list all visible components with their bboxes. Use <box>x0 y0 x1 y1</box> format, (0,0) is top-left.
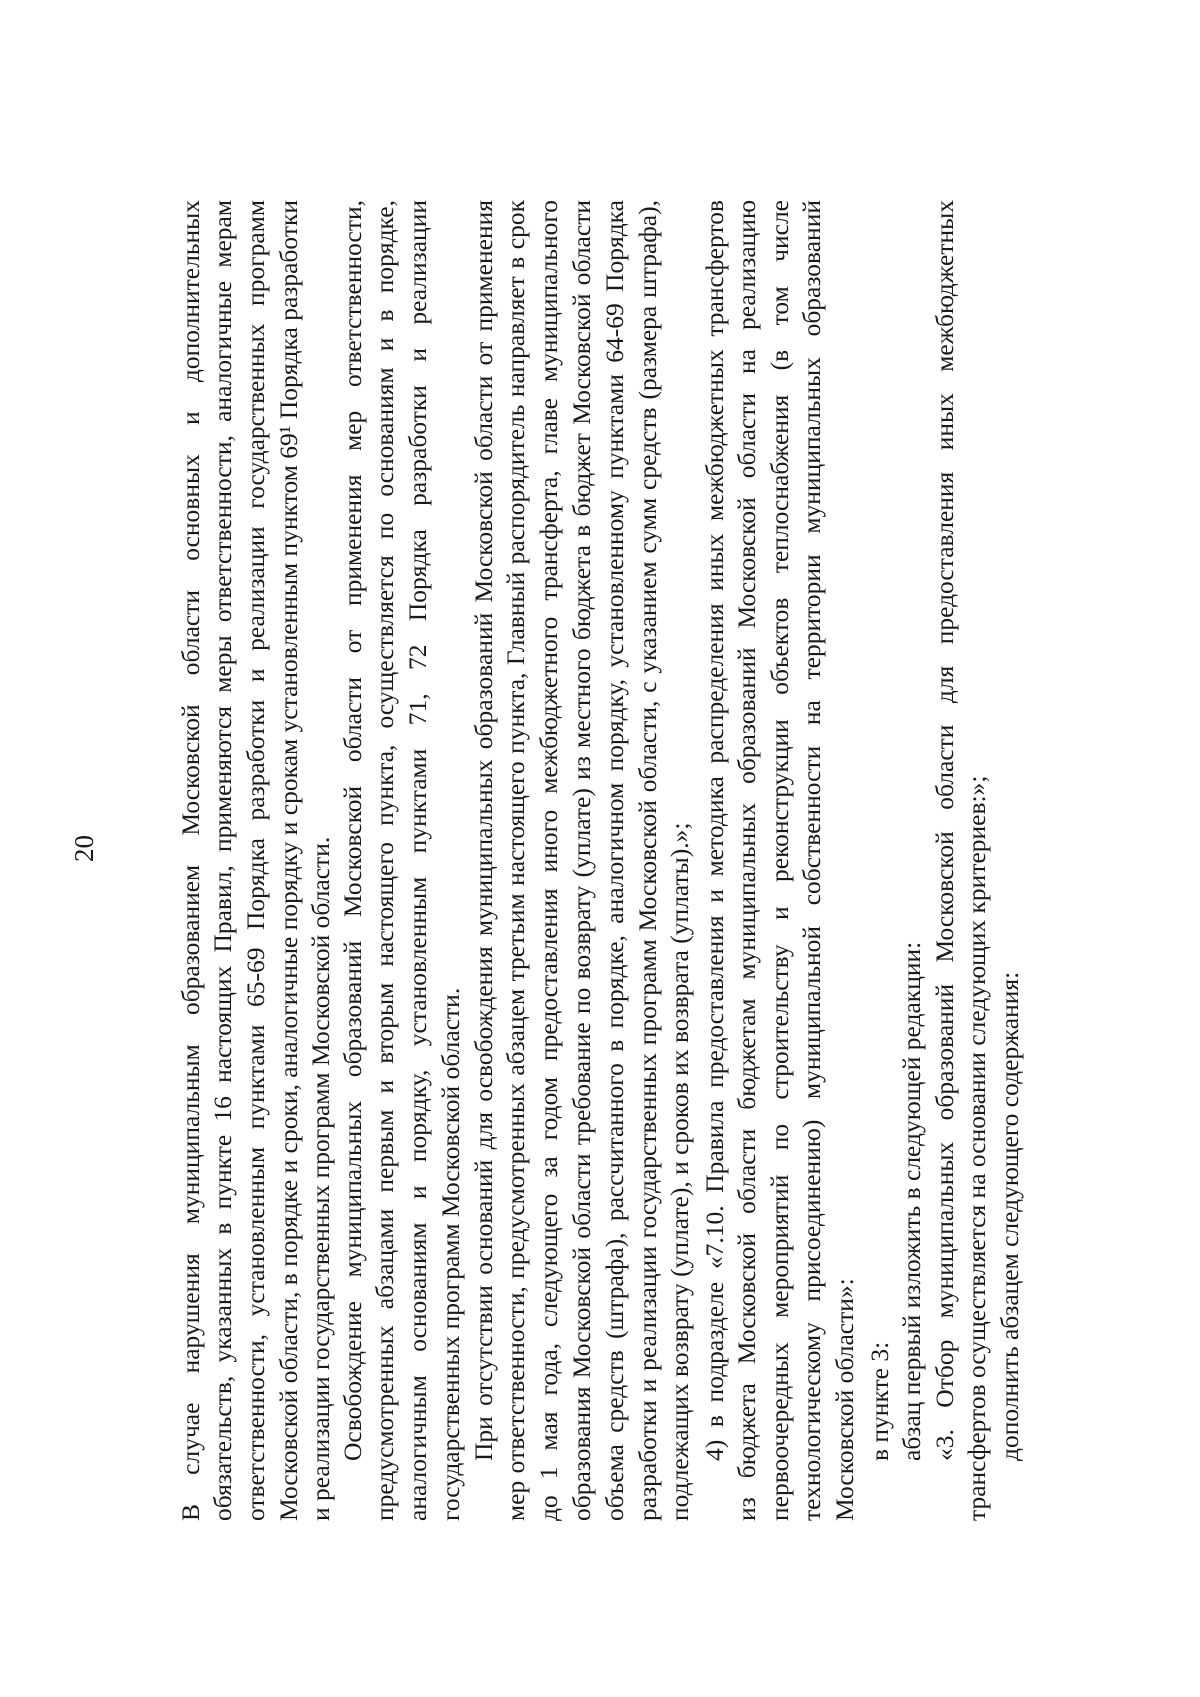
text-line: до 1 мая года, следующего за годом предоставления иного межбюджетного трансферта, главе муниципального <box>534 200 563 1521</box>
text-line: объема средств (штрафа), рассчитанного в порядке, аналогичном порядку, установленному пунктами 64-69 Порядка <box>600 200 629 1521</box>
text-line: Московской области»: <box>830 1278 859 1521</box>
page-number: 20 <box>69 835 99 862</box>
text-line: При отсутствии оснований для освобождения муниципальных образований Московской области от применения <box>469 200 498 1461</box>
text-line: дополнить абзацем следующего содержания: <box>995 971 1024 1461</box>
text-line: разработки и реализации государственных программ Московской области, с указанием сумм средств (размера штрафа), <box>633 200 662 1521</box>
text-line: мер ответственности, предусмотренных абзацем третьим настоящего пункта, Главный распорядитель направляет в срок <box>501 200 530 1521</box>
text-line: Освобождение муниципальных образований Московской области от применения мер ответственности, <box>338 200 367 1461</box>
text-line: В случае нарушения муниципальным образованием Московской области основных и дополнительных <box>176 200 205 1521</box>
text-line: подлежащих возврату (уплате), и сроков их возврата (уплаты).»; <box>665 822 694 1521</box>
text-line: и реализации государственных программ Московской области. <box>306 836 335 1521</box>
text-line: в пункте 3: <box>865 1341 894 1461</box>
text-line: государственных программ Московской области. <box>436 987 465 1521</box>
text-line: ответственности, установленным пунктами 65-69 Порядка разработки и реализации государственных программ <box>241 200 270 1521</box>
text-line: 4) в подразделе «7.10. Правила предоставления и методика распределения иных межбюджетных трансфертов <box>700 200 729 1461</box>
text-line: аналогичным основаниям и порядку, установленным пунктами 71, 72 Порядка разработки и реализации <box>403 200 432 1521</box>
text-line: Московской области, в порядке и сроки, аналогичные порядку и срокам установленным пунктом 69¹ Порядка разработки <box>274 200 303 1521</box>
text-line: технологическому присоединению) муниципальной собственности на территории муниципальных образований <box>797 200 826 1521</box>
text-line: «3. Отбор муниципальных образований Московской области для предоставления иных межбюджетных <box>930 200 959 1461</box>
text-line: предусмотренных абзацами первым и вторым настоящего пункта, осуществляется по основаниям и в порядке, <box>370 200 399 1521</box>
text-line: образования Московской области требование по возврату (уплате) из местного бюджета в бюджет Московской области <box>567 200 596 1521</box>
text-line: из бюджета Московской области бюджетам муниципальных образований Московской области на реализацию <box>732 200 761 1521</box>
text-line: трансфертов осуществляется на основании следующих критериев:»; <box>962 775 991 1521</box>
text-line: первоочередных мероприятий по строительству и реконструкции объектов теплоснабжения (в том числе <box>765 200 794 1521</box>
text-line: обязательств, указанных в пункте 16 настоящих Правил, применяются меры ответственности, аналогичные мерам <box>208 200 237 1521</box>
text-line: абзац первый изложить в следующей редакции: <box>897 941 926 1461</box>
